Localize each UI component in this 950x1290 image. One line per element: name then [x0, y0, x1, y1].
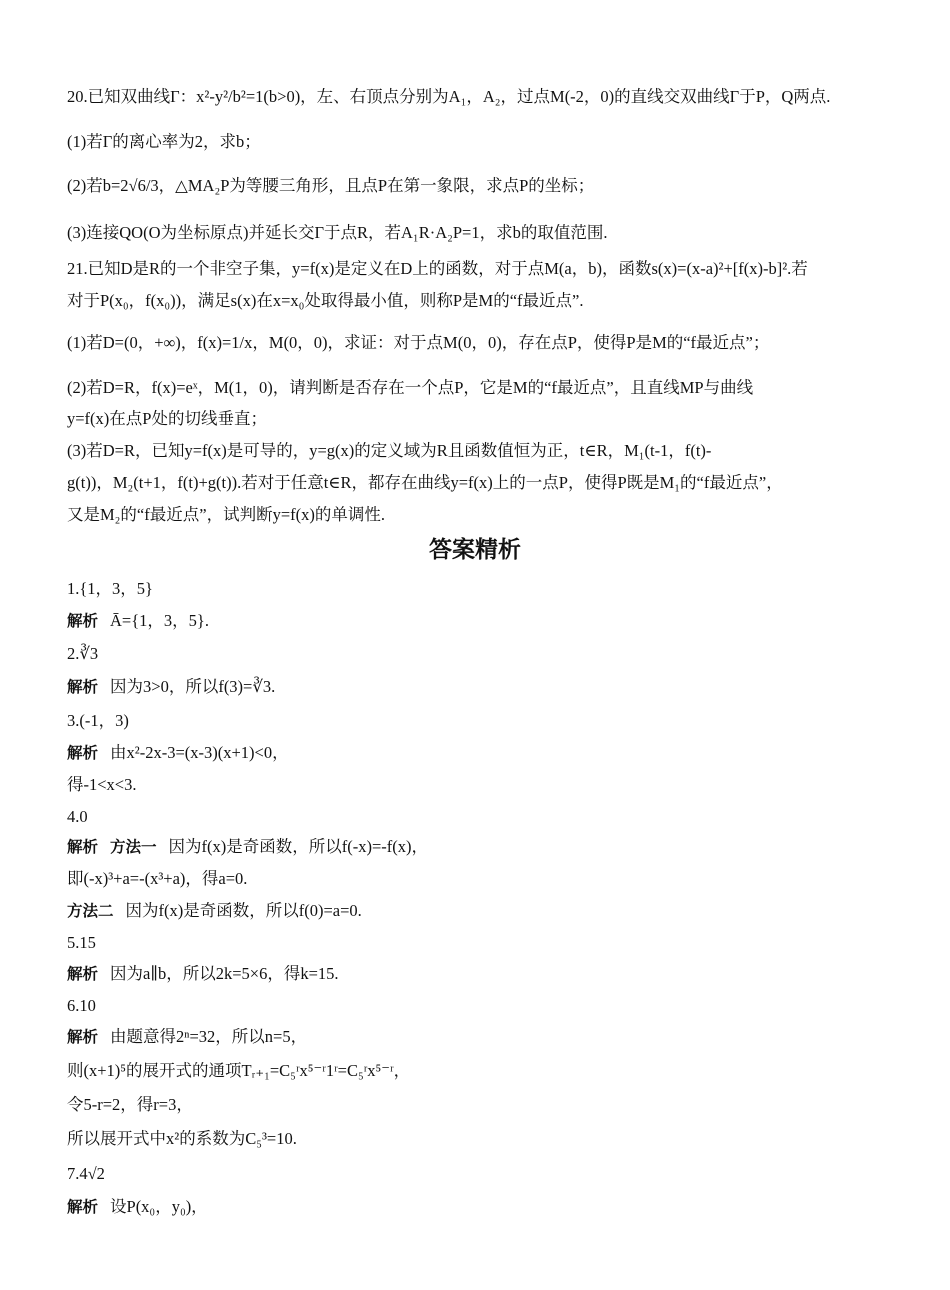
answer-5: 5.15 — [67, 933, 96, 952]
method-2-label: 方法二 — [67, 902, 114, 920]
problem-21-part-2-line-2: y=f(x)在点P处的切线垂直； — [67, 409, 267, 428]
answer-4: 4.0 — [67, 807, 88, 826]
method-1-label: 方法一 — [110, 838, 157, 856]
answer-2: 2.∛3 — [67, 644, 99, 663]
problem-21-part-3-line-2: g(t))，M₂(t+1，f(t)+g(t)).若对于任意t∈R，都存在曲线y=f(x)上的一点P，使得P既是M₁的“f最近点”， — [67, 473, 783, 492]
solution-6-line-3: 令5-r=2，得r=3， — [67, 1095, 193, 1114]
problem-20-stem: 20.已知双曲线Γ：x²-y²/b²=1(b>0)，左、右顶点分别为A₁，A₂，过点M(-2，0)的直线交双曲线Γ于P，Q两点. — [67, 87, 831, 106]
problem-21-part-2-line-1: (2)若D=R，f(x)=eˣ，M(1，0)，请判断是否存在一个点P，它是M的“f最近点”，且直线MP与曲线 — [67, 378, 754, 397]
problem-21-stem-line-2: 对于P(x₀，f(x₀))，满足s(x)在x=x₀处取得最小值，则称P是M的“f最近点”. — [67, 291, 584, 310]
solution-4-text: 因为f(x)是奇函数，所以f(-x)=-f(x)， — [168, 837, 429, 856]
solution-3-line-2: 得-1<x<3. — [67, 775, 137, 794]
solution-1-text: Ā={1，3，5}. — [110, 611, 209, 630]
solution-6 — [67, 1026, 307, 1048]
problem-20-part-3: (3)连接QO(O为坐标原点)并延长交Γ于点R，若A₁R·A₂P=1，求b的取值范围. — [67, 223, 608, 242]
solution-2-text: 因为3>0，所以f(3)=∛3. — [110, 677, 276, 696]
answer-3: 3.(-1，3) — [67, 711, 129, 730]
problem-20-part-2: (2)若b=2√6/3，△MA₂P为等腰三角形，且点P在第一象限，求点P的坐标； — [67, 176, 595, 195]
solution-6-text: 由题意得2ⁿ=32，所以n=5， — [110, 1027, 308, 1046]
solution-3-text: 由x²-2x-3=(x-3)(x+1)<0， — [110, 743, 289, 762]
answer-7: 7.4√2 — [67, 1164, 105, 1183]
problem-21-part-1: (1)若D=(0，+∞)，f(x)=1/x，M(0，0)，求证：对于点M(0，0)，存在点P，使得P是M的“f最近点”； — [67, 333, 770, 352]
problem-21-part-3-line-3: 又是M₂的“f最近点”，试判断y=f(x)的单调性. — [67, 505, 385, 524]
solution-label: 解析 — [67, 678, 99, 696]
solution-label: 解析 — [67, 744, 99, 762]
solution-5-text: 因为a∥b，所以2k=5×6，得k=15. — [110, 964, 339, 983]
solution-label: 解析 — [67, 1198, 99, 1216]
answers-title: 答案精析 — [429, 537, 521, 563]
problem-21-stem-line-1: 21.已知D是R的一个非空子集，y=f(x)是定义在D上的函数，对于点M(a，b)，函数s(x)=(x-a)²+[f(x)-b]².若 — [67, 259, 808, 278]
problem-21-part-3-line-1: (3)若D=R，已知y=f(x)是可导的，y=g(x)的定义域为R且函数值恒为正，t∈R，M₁(t-1，f(t)- — [67, 441, 712, 460]
solution-label: 解析 — [67, 612, 99, 630]
solution-label: 解析 — [67, 965, 99, 983]
answer-6: 6.10 — [67, 996, 96, 1015]
solution-7-text: 设P(x₀，y₀)， — [110, 1197, 208, 1216]
solution-5 — [67, 963, 339, 985]
problem-20-part-1: (1)若Γ的离心率为2，求b； — [67, 132, 261, 151]
solution-4 — [67, 836, 428, 858]
solution-6-line-2: 则(x+1)⁵的展开式的通项Tᵣ₊₁=C₅ʳx⁵⁻ʳ1ʳ=C₅ʳx⁵⁻ʳ， — [67, 1061, 411, 1080]
solution-4-method-2 — [67, 900, 362, 922]
answer-1: 1.{1，3，5} — [67, 579, 153, 598]
solution-2 — [67, 676, 275, 698]
solution-3 — [67, 742, 289, 764]
solution-4-method-2-text: 因为f(x)是奇函数，所以f(0)=a=0. — [125, 901, 362, 920]
solution-6-line-4: 所以展开式中x²的系数为C₅³=10. — [67, 1129, 297, 1148]
solution-1 — [67, 610, 209, 632]
solution-4-line-2: 即(-x)³+a=-(x³+a)，得a=0. — [67, 869, 248, 888]
solution-7 — [67, 1196, 208, 1218]
solution-label: 解析 — [67, 838, 99, 856]
solution-label: 解析 — [67, 1028, 99, 1046]
